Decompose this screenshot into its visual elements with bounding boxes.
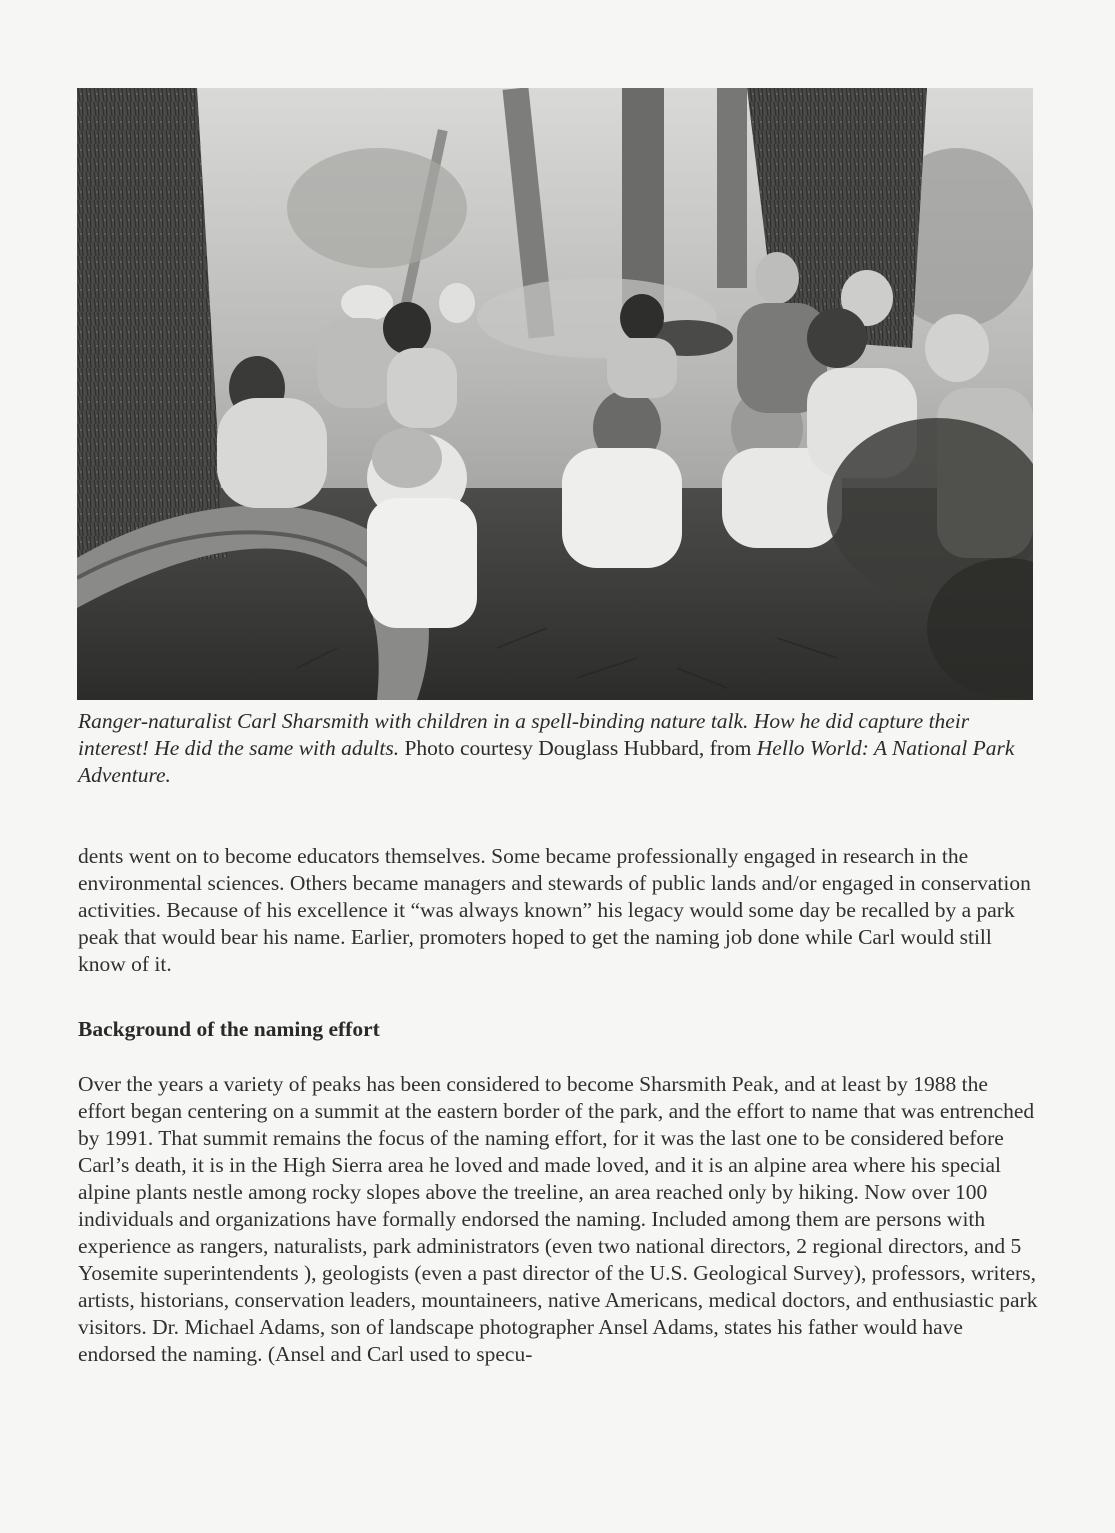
body-paragraph-1: dents went on to become educators themselves. Some became professionally engaged in research in the environmental sciences. Others became managers and stewards of public lands and/or engaged in conservation activities. Because of his excellence it “was always known” his legacy would some day be recalled by a park peak that would bear his name. Earlier, promoters hoped to get the naming job done while Carl would still know of it. [78,844,1031,976]
caption-book-title: Hello World: A National Park Adventure. [78,736,1015,787]
photo-illustration [77,88,1033,700]
caption-italic-text: Ranger-naturalist Carl Sharsmith with children in a spell-binding nature talk. How he did capture their interest! He did the same with adults. [78,709,970,760]
caption-credit-text: Photo courtesy Douglass Hubbard, from [399,736,757,760]
photograph-ranger-with-children [77,88,1033,700]
photo-caption [78,708,1038,789]
section-heading: Background of the naming effort [78,1017,380,1041]
body-paragraph-2: Over the years a variety of peaks has been considered to become Sharsmith Peak, and at least by 1988 the effort began centering on a summit at the eastern border of the park, and the effort to name that was entrenched by 1991. That summit remains the focus of the naming effort, for it was the last one to be considered before Carl’s death, it is in the High Sierra area he loved and made loved, and it is an alpine area where his special alpine plants nestle among rocky slopes above the treeline, an area reached only by hiking. Now over 100 individuals and organizations have formally endorsed the naming. Included among them are persons with experience as rangers, naturalists, park administrators (even two national directors, 2 regional directors, and 5 Yosemite superintendents ), geologists (even a past director of the U.S. Geological Survey), professors, writers, artists, historians, conservation leaders, mountaineers, native Americans, medical doctors, and enthusiastic park visitors. Dr. Michael Adams, son of landscape photographer Ansel Adams, states his father would have endorsed the naming. (Ansel and Carl used to specu- [78,1072,1038,1366]
